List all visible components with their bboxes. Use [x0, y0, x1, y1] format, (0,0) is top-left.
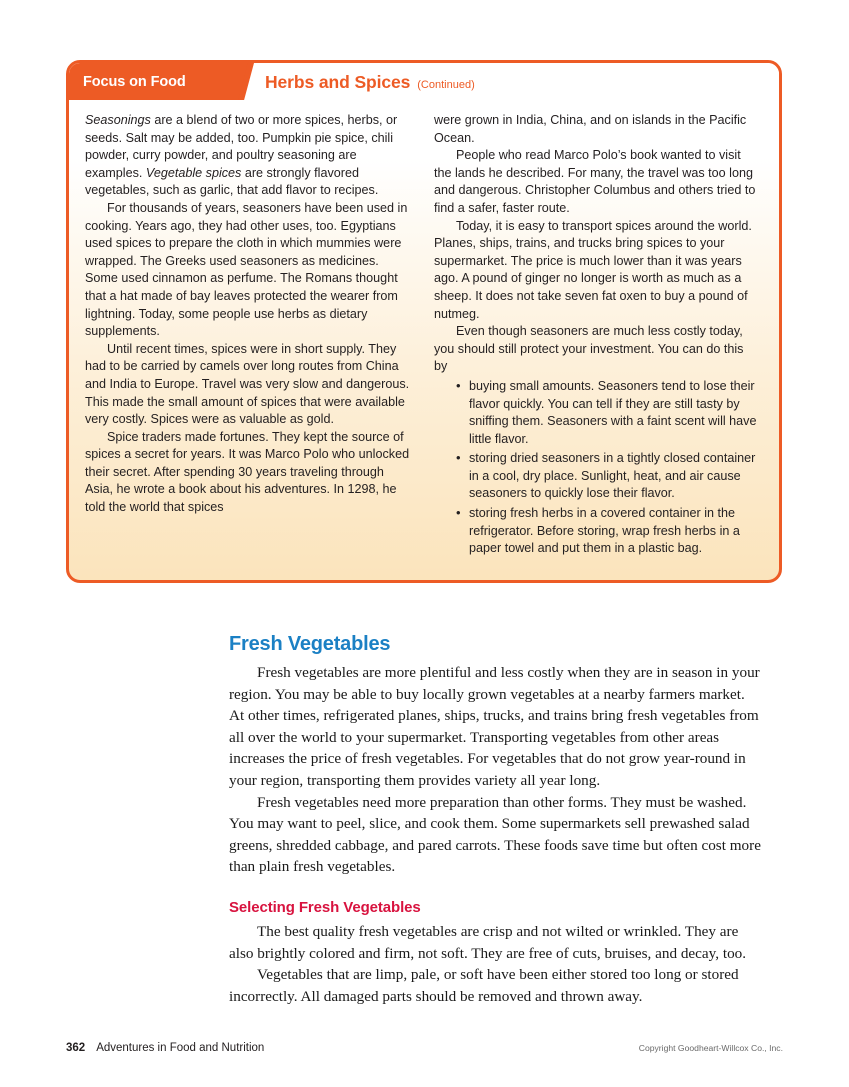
- feature-tab-label: Focus on Food: [83, 73, 186, 90]
- focus-on-food-feature-box: [66, 60, 782, 583]
- body-paragraph-3: The best quality fresh vegetables are crisp and not wilted or wrinkled. They are also brightly colored and firm, not soft. They are free of cuts, bruises, and decay, too.: [229, 922, 747, 962]
- page-footer: [66, 1042, 783, 1054]
- feature-right-column: [434, 112, 759, 558]
- feature-left-paragraph-3: Until recent times, spices were in short supply. They had to be carried by camels over long routes from China and India to Europe. Travel was very slow and dangerous. This made the small amount of spices that were available very costly. Spices were as valuable as gold.: [85, 341, 410, 427]
- feature-left-p1-rest2: are strongly flavored vegetables, such as garlic, that add flavor to recipes.: [85, 165, 379, 198]
- feature-left-paragraph-1: [85, 112, 410, 200]
- feature-tab-focus-on-food: [69, 63, 227, 100]
- list-item: • storing fresh herbs in a covered container in the refrigerator. Before storing, wrap fresh herbs in a paper towel and put them in a plastic bag.: [456, 505, 759, 558]
- footer-book-title: Adventures in Food and Nutrition: [96, 1042, 265, 1054]
- term-vegetable-spices: Vegetable spices: [145, 165, 242, 180]
- footer-copyright: Copyright Goodheart-Willcox Co., Inc.: [638, 1043, 783, 1053]
- feature-left-paragraph-4: Spice traders made fortunes. They kept the source of spices a secret for years. It was Marco Polo who unlocked their secret. After spending 30 years traveling through Asia, he wrote a book about his adventures. In 1298, he told the world that spices: [85, 429, 410, 515]
- feature-continued-label: (Continued): [417, 79, 475, 91]
- feature-title: Herbs and Spices: [265, 72, 411, 92]
- subsection-title: Selecting Fresh Vegetables: [229, 898, 421, 916]
- feature-title-group: [265, 63, 475, 100]
- body-paragraph-1: Fresh vegetables are more plentiful and less costly when they are in season in your region. You may be able to buy locally grown vegetables at a nearby farmers market. At other times, refrigerated planes, ships, trucks, and trains bring fresh vegetables from all over the world to your supermarket. Transporting vegetables from other areas increases the price of fresh vegetables. For vegetables that do not grow year-round in your region, transporting them provides variety all year long.: [229, 664, 760, 789]
- term-seasonings: Seasonings: [85, 113, 151, 127]
- feature-left-column: [85, 112, 410, 558]
- feature-right-paragraph-2: People who read Marco Polo’s book wanted to visit the lands he described. For many, the travel was too long and dangerous. Christopher Columbus and others tried to find a safer, faster route.: [434, 148, 756, 215]
- feature-right-paragraph-3: Today, it is easy to transport spices around the world. Planes, ships, trains, and trucks bring spices to your supermarket. The price is much lower than it was years ago. A pound of ginger no longer is worth as much as a sheep. It does not take seven fat oxen to buy a pound of nutmeg.: [434, 218, 752, 321]
- feature-right-paragraph-1: were grown in India, China, and on islands in the Pacific Ocean.: [434, 113, 747, 145]
- list-item: • storing dried seasoners in a tightly closed container in a cool, dry place. Sunlight, heat, and air cause seasoners to quickly lose their flavor.: [456, 450, 759, 503]
- page-title: Fresh Vegetables: [229, 633, 391, 655]
- body-paragraph-2: Fresh vegetables need more preparation than other forms. They must be washed. You may want to peel, slice, and cook them. Some supermarkets sell prewashed salad greens, shredded cabbage, and pared carrots. These foods save time but often cost more than plain fresh vegetables.: [229, 793, 761, 876]
- list-item: • buying small amounts. Seasoners tend to lose their flavor quickly. You can tell if they are still tasty by sniffing them. Seasoners with a faint scent will have little flavor.: [456, 378, 759, 448]
- feature-columns: [69, 100, 779, 580]
- feature-left-p1-rest: are a blend of two or more spices, herbs, or seeds. Salt may be added, too. Pumpkin pie spice, chili powder, curry powder, and poultry seasoning are examples.: [85, 113, 398, 180]
- feature-box-header: [69, 63, 779, 100]
- feature-left-paragraph-2: For thousands of years, seasoners have been used in cooking. Years ago, they had other uses, too. Egyptians used spices to prepare the cloth in which mummies were wrapped. The Greeks used seasoners as medicines. Some used cinnamon as perfume. The Romans thought that a hat made of bay leaves protected the wearer from lightning. Today, some people use herbs as dietary supplements.: [85, 200, 408, 339]
- footer-page-number: 362: [66, 1042, 86, 1054]
- main-body-section: [229, 633, 762, 1007]
- body-paragraph-4: Vegetables that are limp, pale, or soft have been either stored too long or stored incorrectly. All damaged parts should be removed and thrown away.: [229, 966, 739, 1005]
- feature-bullet-list: [434, 378, 759, 558]
- feature-right-paragraph-4: Even though seasoners are much less costly today, you should still protect your investment. You can do this by: [434, 324, 744, 374]
